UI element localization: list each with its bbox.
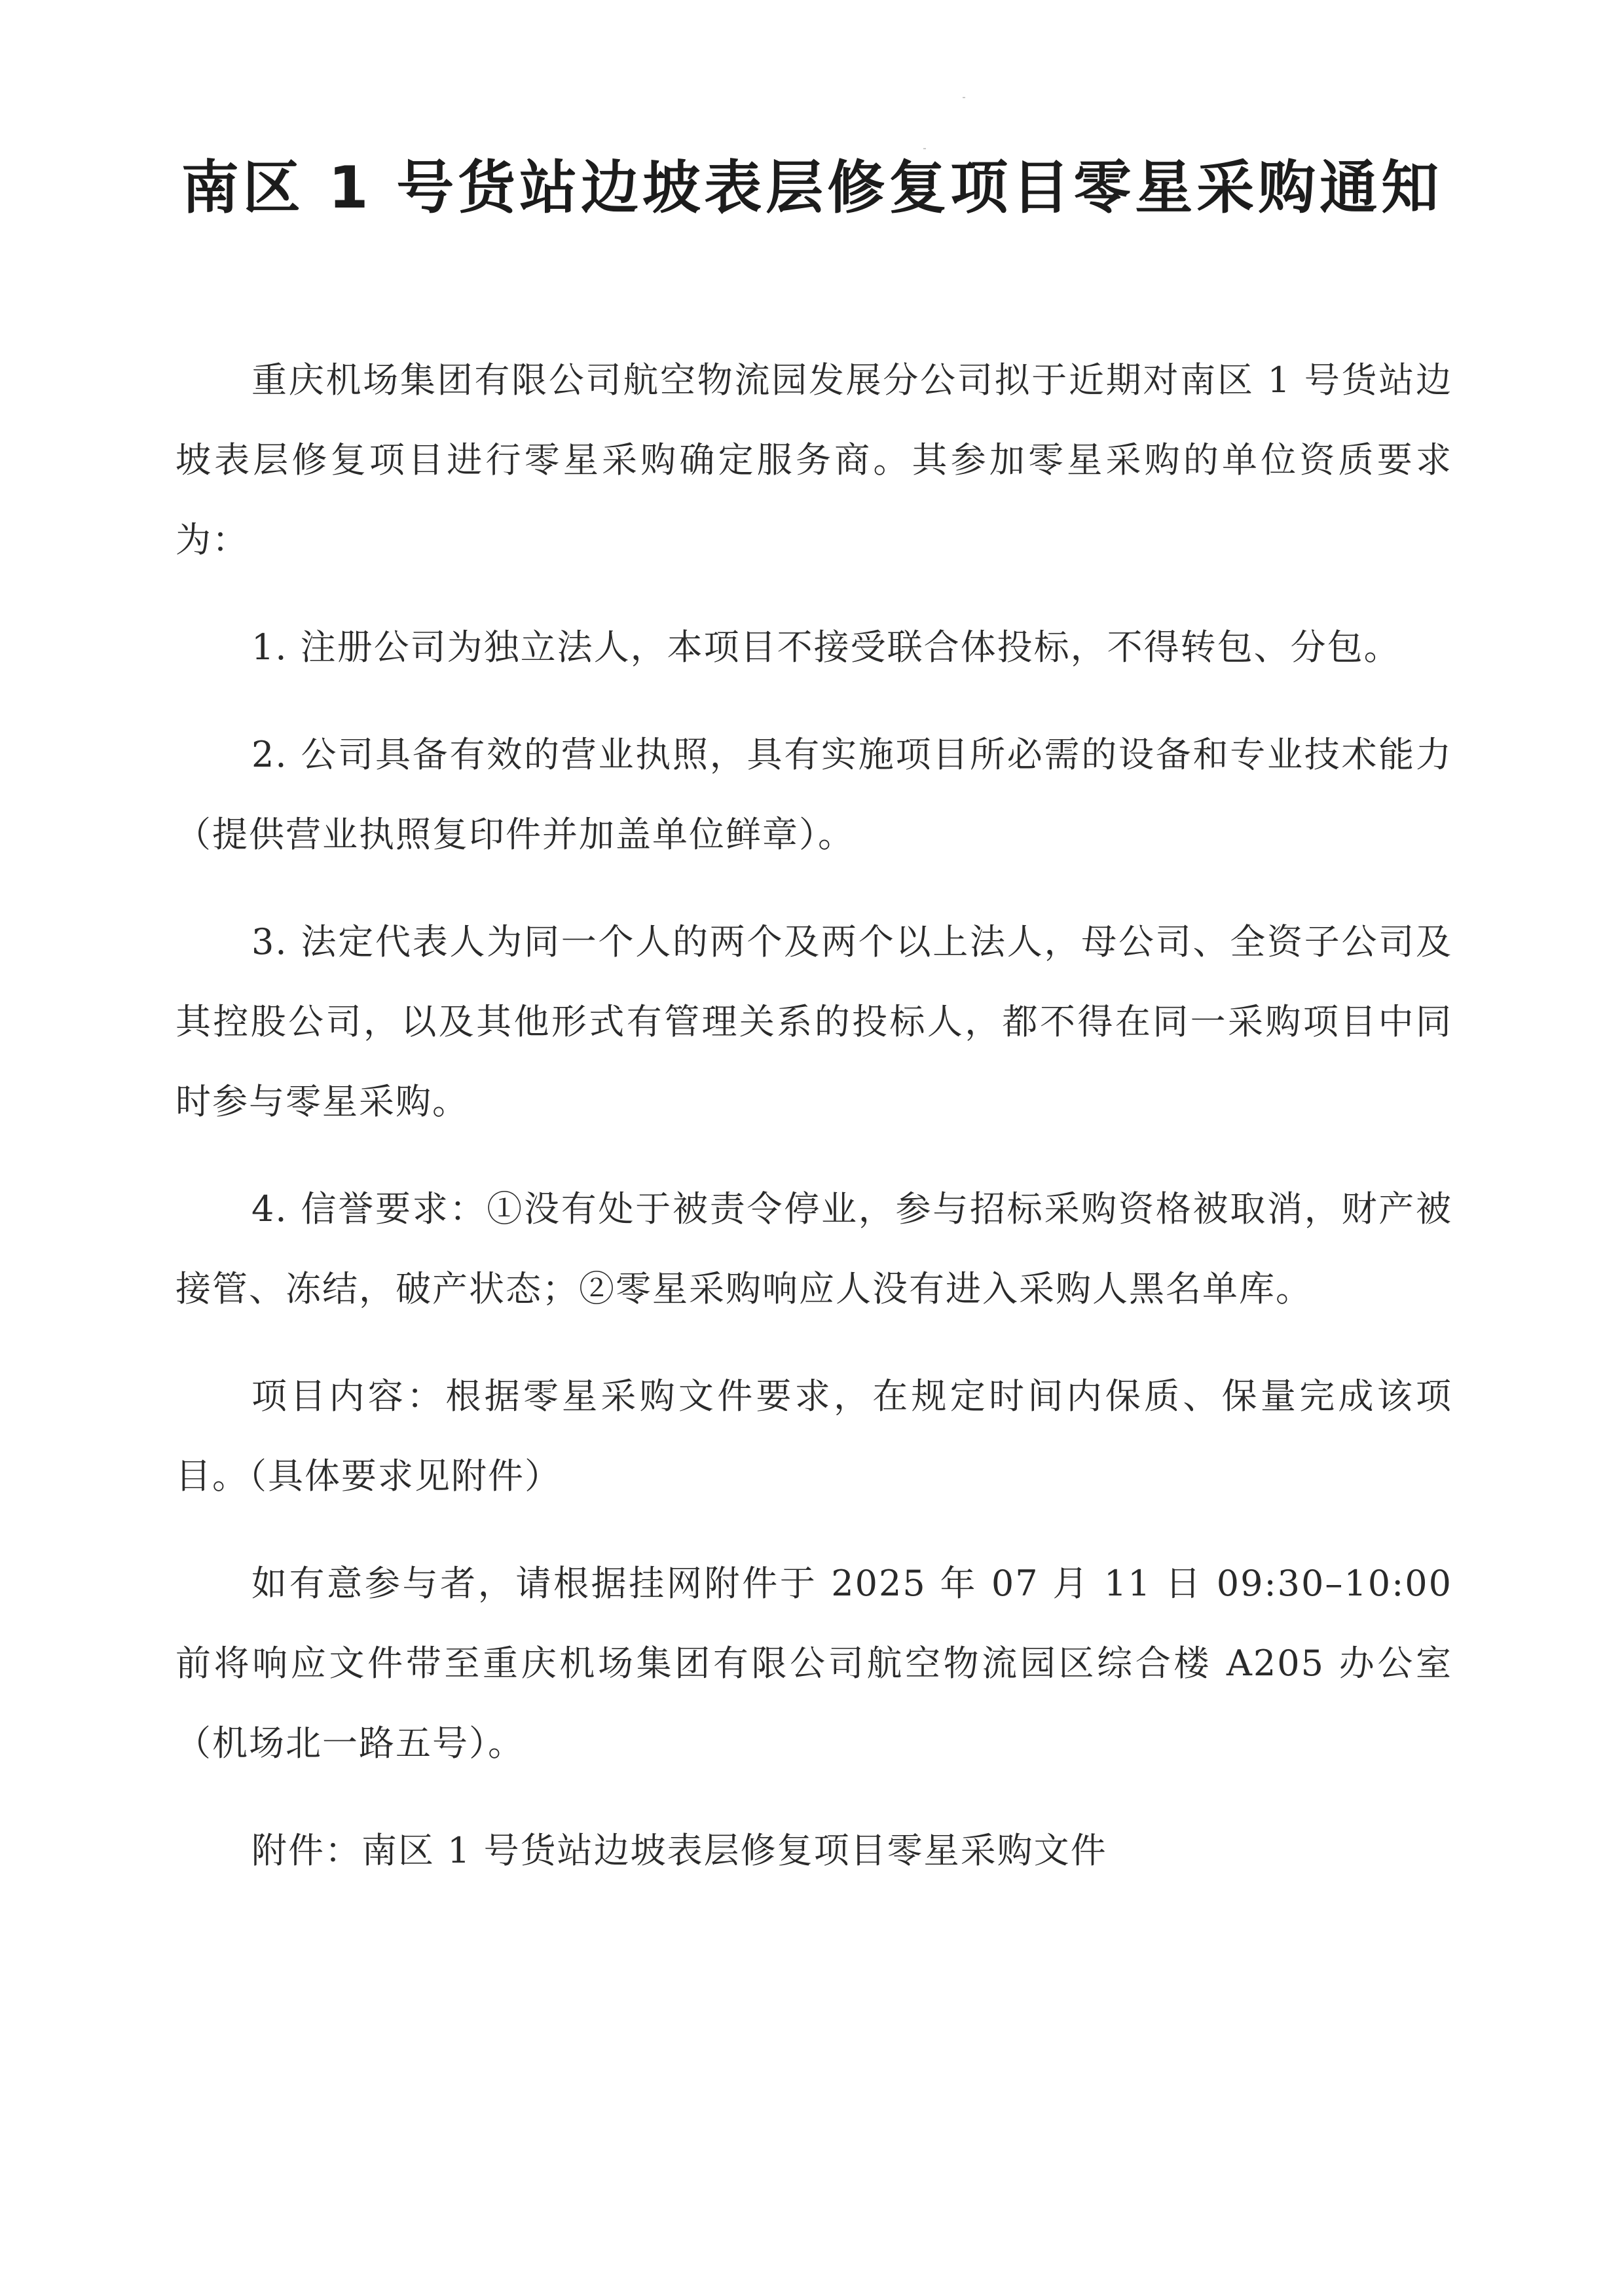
paragraph-requirement-4: 4. 信誉要求：①没有处于被责令停业，参与招标采购资格被取消，财产被接管、冻结，破产状态；②零星采购响应人没有进入采购人黑名单库。 [175, 1188, 1452, 1309]
scan-speck [963, 97, 965, 98]
paragraph-submission: 如有意参与者，请根据挂网附件于 2025 年 07 月 11 日 09:30–10:00 前将响应文件带至重庆机场集团有限公司航空物流园区综合楼 A205 办公室（机场北一路五号）。 [175, 1563, 1452, 1764]
paragraph-intro: 重庆机场集团有限公司航空物流园发展分公司拟于近期对南区 1 号货站边坡表层修复项目进行零星采购确定服务商。其参加零星采购的单位资质要求为： [175, 359, 1452, 560]
paragraph-requirement-3: 3. 法定代表人为同一个人的两个及两个以上法人，母公司、全资子公司及其控股公司，以及其他形式有管理关系的投标人，都不得在同一采购项目中同时参与零星采购。 [175, 921, 1452, 1122]
paragraph-project-content: 项目内容：根据零星采购文件要求，在规定时间内保质、保量完成该项目。（具体要求见附件） [175, 1376, 1452, 1497]
paragraph-attachment: 附件：南区 1 号货站边坡表层修复项目零星采购文件 [251, 1830, 1107, 1871]
scan-speck [923, 148, 926, 149]
paragraph-requirement-1: 1. 注册公司为独立法人，本项目不接受联合体投标，不得转包、分包。 [251, 627, 1401, 668]
paragraph-requirement-2: 2. 公司具备有效的营业执照，具有实施项目所必需的设备和专业技术能力（提供营业执照复印件并加盖单位鲜章）。 [175, 734, 1452, 855]
page-title: 南区 1 号货站边坡表层修复项目零星采购通知 [181, 154, 1443, 221]
document-body [175, 340, 1452, 1891]
